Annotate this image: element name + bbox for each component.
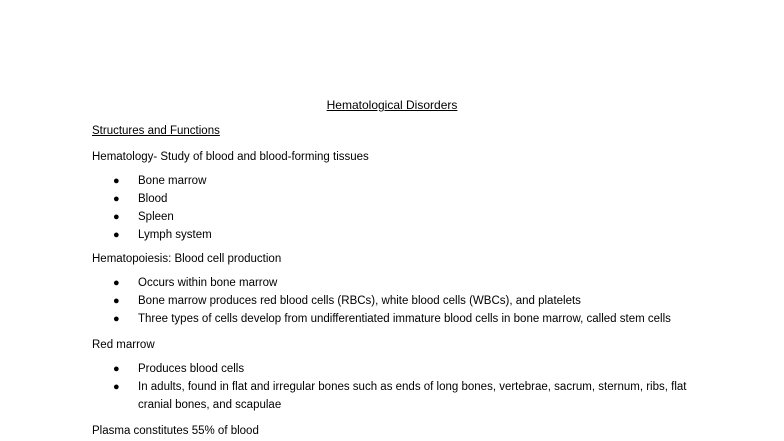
list-item-text: Three types of cells develop from undifferentiated immature blood cells in bone marrow, called stem cells bbox=[138, 313, 671, 325]
document-title: Hematological Disorders bbox=[326, 98, 458, 112]
list-item-text: Bone marrow bbox=[138, 175, 207, 187]
bullet-icon: ● bbox=[113, 363, 120, 375]
list-item-text: Blood bbox=[138, 193, 168, 205]
section-heading-structures-functions: Structures and Functions bbox=[92, 125, 220, 137]
bullet-icon: ● bbox=[113, 175, 120, 187]
red-marrow-list bbox=[0, 360, 698, 414]
hematology-list bbox=[0, 172, 212, 244]
list-item bbox=[0, 208, 212, 226]
list-item-text: Lymph system bbox=[138, 229, 212, 241]
list-item bbox=[0, 226, 212, 244]
list-item bbox=[0, 172, 212, 190]
red-marrow-label: Red marrow bbox=[92, 339, 155, 351]
list-item-text: In adults, found in flat and irregular bones such as ends of long bones, vertebrae, sacrum, sternum, ribs, flat cranial bones, and scapulae bbox=[138, 381, 687, 411]
bullet-icon: ● bbox=[113, 211, 120, 223]
hematology-definition: Hematology- Study of blood and blood-forming tissues bbox=[92, 151, 369, 163]
list-item-text: Occurs within bone marrow bbox=[138, 277, 278, 289]
bullet-icon: ● bbox=[113, 313, 120, 325]
bullet-icon: ● bbox=[113, 381, 120, 393]
bullet-icon: ● bbox=[113, 277, 120, 289]
list-item-text: Produces blood cells bbox=[138, 363, 245, 375]
list-item bbox=[0, 292, 671, 310]
hematopoiesis-list bbox=[0, 274, 671, 328]
bullet-icon: ● bbox=[113, 229, 120, 241]
hematopoiesis-definition: Hematopoiesis: Blood cell production bbox=[92, 253, 282, 265]
list-item-text: Bone marrow produces red blood cells (RBCs), white blood cells (WBCs), and platelets bbox=[138, 295, 581, 307]
bullet-icon: ● bbox=[113, 295, 120, 307]
list-item-text: Spleen bbox=[138, 211, 174, 223]
plasma-line: Plasma constitutes 55% of blood bbox=[92, 425, 259, 437]
list-item bbox=[0, 274, 671, 292]
list-item bbox=[0, 190, 212, 208]
list-item bbox=[0, 378, 698, 414]
list-item bbox=[0, 310, 671, 328]
list-item bbox=[0, 360, 698, 378]
bullet-icon: ● bbox=[113, 193, 120, 205]
